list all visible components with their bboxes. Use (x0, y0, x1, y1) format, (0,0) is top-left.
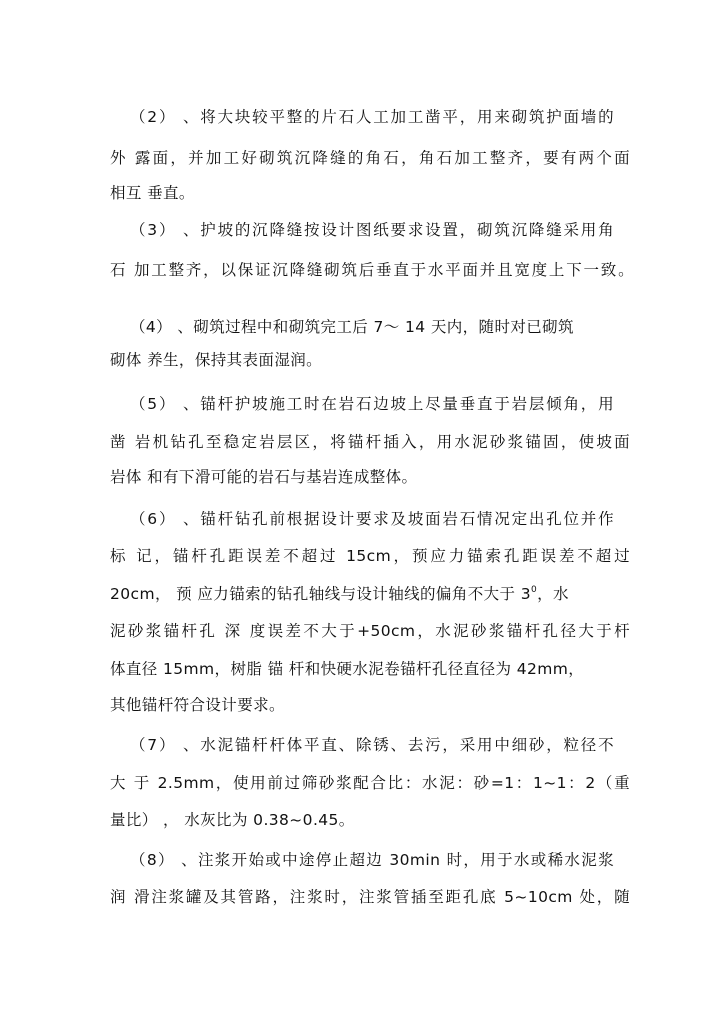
paragraph-3-line-1: （3） 、护坡的沉降缝按设计图纸要求设置，砌筑沉降缝采用角 (130, 221, 614, 239)
paragraph-7-line-3: 量比） ， 水灰比为 0.38~0.45。 (110, 811, 355, 829)
paragraph-7-line-1: （7） 、水泥锚杆杆体平直、除锈、去污，采用中细砂，粒径不 (130, 736, 614, 754)
paragraph-2-line-1: （2） 、将大块较平整的片石人工加工凿平，用来砌筑护面墙的 (130, 108, 614, 126)
paragraph-8-line-2: 润 滑注浆罐及其管路，注浆时，注浆管插至距孔底 5~10cm 处，随 (110, 888, 630, 906)
paragraph-4-line-1: （4） 、砌筑过程中和砌筑完工后 7～ 14 天内，随时对已砌筑 (130, 318, 574, 336)
paragraph-6-line-1: （6） 、锚杆钻孔前根据设计要求及坡面岩石情况定出孔位并作 (130, 510, 614, 528)
paragraph-6-line-4: 泥砂浆锚杆孔 深 度误差不大于+50cm，水泥砂浆锚杆孔径大于杆 (110, 622, 630, 640)
paragraph-3-line-2: 石 加工整齐，以保证沉降缝砌筑后垂直于水平面并且宽度上下一致。 (110, 261, 634, 279)
degree-superscript: 0 (531, 585, 538, 595)
paragraph-6-line-5: 体直径 15mm，树脂 锚 杆和快硬水泥卷锚杆孔径直径为 42mm， (110, 660, 585, 678)
paragraph-8-line-1: （8） 、注浆开始或中途停止超边 30min 时，用于水或稀水泥浆 (130, 851, 614, 869)
paragraph-4-line-2: 砌体 养生，保持其表面湿润。 (110, 351, 323, 369)
paragraph-5-line-3: 岩体 和有下滑可能的岩石与基岩连成整体。 (110, 468, 418, 486)
paragraph-6-line-3 (110, 579, 630, 609)
paragraph-6-line-3-text: 20cm， 预 应力锚索的钻孔轴线与设计轴线的偏角不大于 3 (110, 585, 531, 603)
paragraph-5-line-2: 凿 岩机钻孔至稳定岩层区，将锚杆插入，用水泥砂浆锚固，使坡面 (110, 433, 630, 451)
paragraph-5-line-1: （5） 、锚杆护坡施工时在岩石边坡上尽量垂直于岩层倾角，用 (130, 395, 614, 413)
paragraph-6-line-3-tail: ，水 (537, 585, 569, 603)
paragraph-2-line-3: 相互 垂直。 (110, 184, 195, 202)
paragraph-6-line-2: 标 记，锚杆孔距误差不超过 15cm，预应力锚索孔距误差不超过 (110, 547, 630, 565)
paragraph-2-line-2: 外 露面，并加工好砌筑沉降缝的角石，角石加工整齐，要有两个面 (110, 149, 630, 167)
paragraph-7-line-2: 大 于 2.5mm，使用前过筛砂浆配合比：水泥：砂=1：1~1：2（重 (110, 774, 630, 792)
paragraph-6-line-6: 其他锚杆符合设计要求。 (110, 696, 285, 714)
